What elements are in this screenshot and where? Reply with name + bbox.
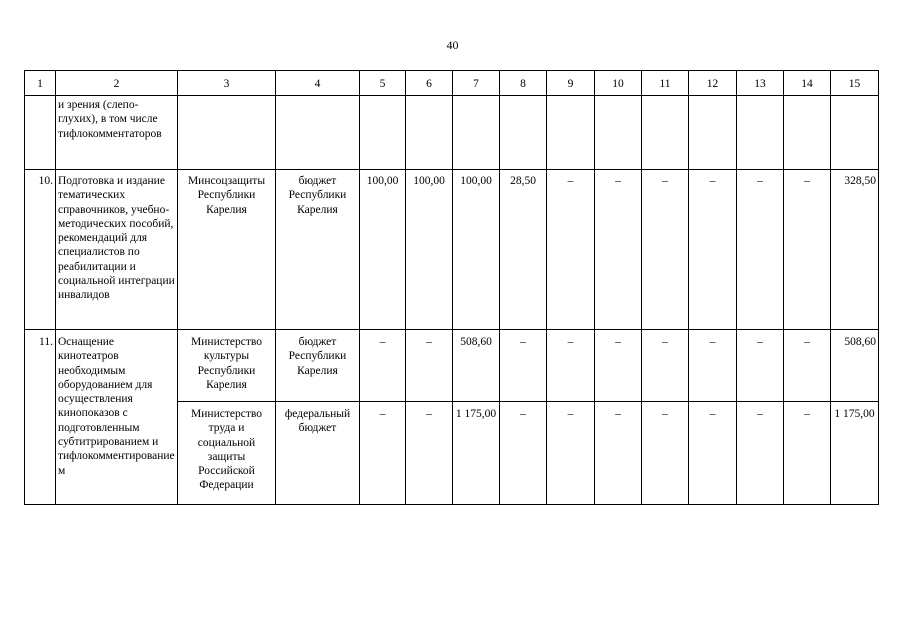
- cell-value: –: [642, 330, 689, 402]
- cell-value: –: [595, 330, 642, 402]
- cell-value: –: [737, 170, 784, 330]
- cell-empty: [178, 96, 276, 170]
- header-cell: 7: [453, 71, 500, 96]
- cell-value: –: [595, 402, 642, 505]
- header-cell: 11: [642, 71, 689, 96]
- cell-value: –: [500, 330, 547, 402]
- cell-executor: Министерство труда и социальной защиты Российской Федерации: [178, 402, 276, 505]
- table-row-10: [25, 170, 879, 330]
- cell-empty: [547, 96, 595, 170]
- cell-value: –: [689, 170, 737, 330]
- header-cell: 5: [360, 71, 406, 96]
- header-cell: 4: [276, 71, 360, 96]
- cell-value: –: [406, 330, 453, 402]
- header-cell: 2: [56, 71, 178, 96]
- header-cell: 12: [689, 71, 737, 96]
- header-cell: 14: [784, 71, 831, 96]
- header-cell: 15: [831, 71, 879, 96]
- cell-value: –: [547, 170, 595, 330]
- cell-value: –: [689, 330, 737, 402]
- cell-empty: [689, 96, 737, 170]
- cell-value: –: [737, 402, 784, 505]
- cell-value: –: [784, 402, 831, 505]
- cell-empty: [25, 96, 56, 170]
- cell-empty: [276, 96, 360, 170]
- cell-value: 100,00: [360, 170, 406, 330]
- cell-executor: Минсоцзащиты Республики Карелия: [178, 170, 276, 330]
- cell-total: 508,60: [831, 330, 879, 402]
- cell-activity-name: Подготовка и издание тематических справочников, учебно-методических пособий, рекомендаций для специалистов по реабилитации и социальной интеграции инвалидов: [56, 170, 178, 330]
- page-number: 40: [446, 38, 459, 52]
- cell-value: –: [500, 402, 547, 505]
- cell-activity-name: и зрения (слепо-глухих), в том числе тифлокомментаторов: [56, 96, 178, 170]
- cell-value: –: [737, 330, 784, 402]
- table-row-11-culture: [25, 330, 879, 402]
- cell-funding-source: бюджет Республики Карелия: [276, 330, 360, 402]
- cell-value: –: [547, 402, 595, 505]
- cell-value: –: [360, 402, 406, 505]
- header-cell: 6: [406, 71, 453, 96]
- cell-row-number: 10.: [25, 170, 56, 330]
- cell-funding-source: федеральный бюджет: [276, 402, 360, 505]
- header-cell: 13: [737, 71, 784, 96]
- program-table: [24, 70, 879, 505]
- cell-empty: [360, 96, 406, 170]
- cell-value: –: [595, 170, 642, 330]
- header-cell: 1: [25, 71, 56, 96]
- header-row: [25, 71, 879, 96]
- cell-value: –: [784, 170, 831, 330]
- cell-empty: [500, 96, 547, 170]
- cell-empty: [406, 96, 453, 170]
- cell-value: –: [642, 170, 689, 330]
- cell-value: –: [642, 402, 689, 505]
- cell-total: 328,50: [831, 170, 879, 330]
- cell-value: –: [360, 330, 406, 402]
- cell-value: 100,00: [453, 170, 500, 330]
- cell-empty: [642, 96, 689, 170]
- header-cell: 3: [178, 71, 276, 96]
- cell-value: 100,00: [406, 170, 453, 330]
- cell-value: –: [547, 330, 595, 402]
- cell-funding-source: бюджет Республики Карелия: [276, 170, 360, 330]
- cell-activity-name: Оснащение кинотеатров необходимым оборудованием для осуществления кинопоказов с подготовленным субтитрированием и тифлокомментированием: [56, 330, 178, 505]
- cell-empty: [737, 96, 784, 170]
- cell-row-number: 11.: [25, 330, 56, 505]
- cell-executor: Министерство культуры Республики Карелия: [178, 330, 276, 402]
- cell-value: 508,60: [453, 330, 500, 402]
- cell-value: –: [406, 402, 453, 505]
- cell-value: 1 175,00: [453, 402, 500, 505]
- header-cell: 10: [595, 71, 642, 96]
- cell-value: –: [784, 330, 831, 402]
- cell-empty: [453, 96, 500, 170]
- cell-value: 28,50: [500, 170, 547, 330]
- header-cell: 9: [547, 71, 595, 96]
- cell-empty: [831, 96, 879, 170]
- cell-value: –: [689, 402, 737, 505]
- header-cell: 8: [500, 71, 547, 96]
- table-row-continuation: [25, 96, 879, 170]
- cell-empty: [784, 96, 831, 170]
- cell-empty: [595, 96, 642, 170]
- cell-total: 1 175,00: [831, 402, 879, 505]
